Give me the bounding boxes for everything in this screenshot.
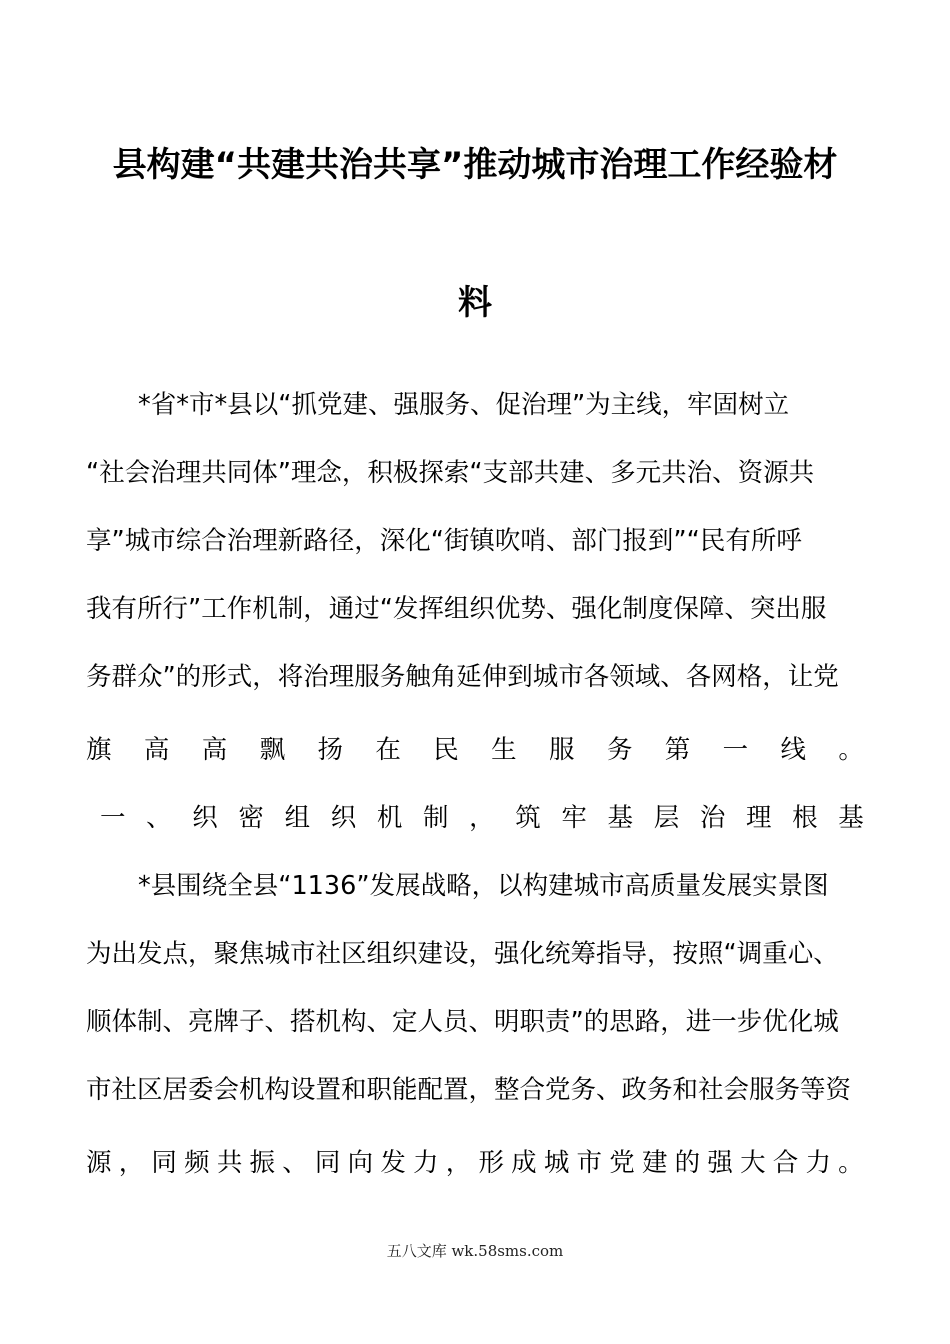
- spread-character: 密: [238, 803, 264, 833]
- spread-character: 强: [707, 1148, 733, 1178]
- spread-character: 。: [838, 735, 864, 765]
- spread-character: 组: [284, 803, 311, 833]
- paragraph-2-line-5: [86, 1143, 864, 1183]
- spread-character: 根: [792, 803, 818, 833]
- spread-character: 层: [653, 803, 680, 833]
- paragraph-1-line-2: “社会治理共同体”理念，积极探索“支部共建、多元共治、资源共: [86, 458, 815, 488]
- spread-character: 形: [478, 1148, 504, 1178]
- spread-character: 线: [780, 735, 807, 765]
- paragraph-2-line-2: 为出发点，聚焦城市社区组织建设，强化统筹指导，按照“调重心、: [86, 939, 839, 969]
- paragraph-2-line-1: *县围绕全县“1136”发展战略，以构建城市高质量发展实景图: [138, 871, 829, 901]
- spread-character: ，: [118, 1148, 145, 1178]
- document-title-line-1: 县构建“共建共治共享”推动城市治理工作经验材: [112, 145, 838, 185]
- spread-character: 基: [838, 803, 864, 833]
- document-title-line-2: 料: [458, 283, 492, 323]
- paragraph-1-line-1: *省*市*县以“抓党建、强服务、促治理”为主线，牢固树立: [138, 390, 790, 420]
- spread-character: 第: [664, 735, 691, 765]
- spread-character: 同: [314, 1148, 341, 1178]
- spread-character: 城: [543, 1148, 570, 1178]
- spread-character: 共: [216, 1148, 243, 1178]
- spread-character: 的: [674, 1148, 701, 1178]
- spread-character: 服: [549, 735, 575, 765]
- spread-character: 织: [192, 803, 218, 833]
- spread-character: 源: [86, 1148, 112, 1178]
- spread-character: 一: [722, 735, 749, 765]
- paragraph-1-line-4: 我有所行”工作机制，通过“发挥组织优势、强化制度保障、突出服: [86, 594, 827, 624]
- spread-character: 成: [511, 1148, 537, 1178]
- footer-watermark-text: 五八文库 wk.58sms.com: [386, 1242, 564, 1260]
- spread-character: ，: [445, 1148, 472, 1178]
- paragraph-1-line-6: [86, 730, 864, 770]
- spread-character: 向: [347, 1148, 374, 1178]
- paragraph-1-line-3: 享”城市综合治理新路径，深化“街镇吹哨、部门报到”“民有所呼: [86, 526, 802, 556]
- spread-character: 牢: [561, 803, 587, 833]
- paragraph-2-line-4: 市社区居委会机构设置和职能配置，整合党务、政务和社会服务等资: [86, 1075, 852, 1105]
- spread-character: 同: [151, 1148, 177, 1178]
- paragraph-2-line-3: 顺体制、亮牌子、搭机构、定人员、明职责”的思路，进一步优化城: [86, 1007, 839, 1037]
- spread-character: 大: [740, 1148, 766, 1178]
- spread-character: 机: [376, 803, 403, 833]
- paragraph-1-line-5: 务群众”的形式，将治理服务触角延伸到城市各领域、各网格，让党: [86, 662, 839, 692]
- spread-character: 力: [413, 1148, 439, 1178]
- spread-character: 一: [100, 803, 126, 833]
- spread-character: 、: [282, 1148, 308, 1178]
- spread-character: 高: [201, 735, 228, 765]
- spread-character: 务: [606, 735, 633, 765]
- spread-character: 发: [380, 1148, 406, 1178]
- spread-character: 、: [146, 803, 172, 833]
- spread-character: 党: [609, 1148, 635, 1178]
- spread-character: 生: [491, 735, 517, 765]
- spread-character: 市: [576, 1148, 603, 1178]
- spread-character: 民: [433, 735, 459, 765]
- spread-character: 旗: [86, 735, 112, 765]
- spread-character: 织: [330, 803, 357, 833]
- spread-character: 在: [375, 735, 401, 765]
- spread-character: 理: [745, 803, 772, 833]
- spread-character: ，: [469, 803, 495, 833]
- spread-character: 飘: [259, 735, 286, 765]
- section-heading-1: [100, 798, 864, 838]
- spread-character: 。: [838, 1148, 864, 1178]
- spread-character: 制: [422, 803, 449, 833]
- spread-character: 建: [641, 1148, 668, 1178]
- spread-character: 扬: [317, 735, 344, 765]
- spread-character: 高: [143, 735, 170, 765]
- spread-character: 治: [699, 803, 726, 833]
- spread-character: 力: [805, 1148, 831, 1178]
- spread-character: 振: [249, 1148, 276, 1178]
- spread-character: 合: [772, 1148, 799, 1178]
- spread-character: 频: [184, 1148, 210, 1178]
- spread-character: 基: [607, 803, 634, 833]
- spread-character: 筑: [515, 803, 541, 833]
